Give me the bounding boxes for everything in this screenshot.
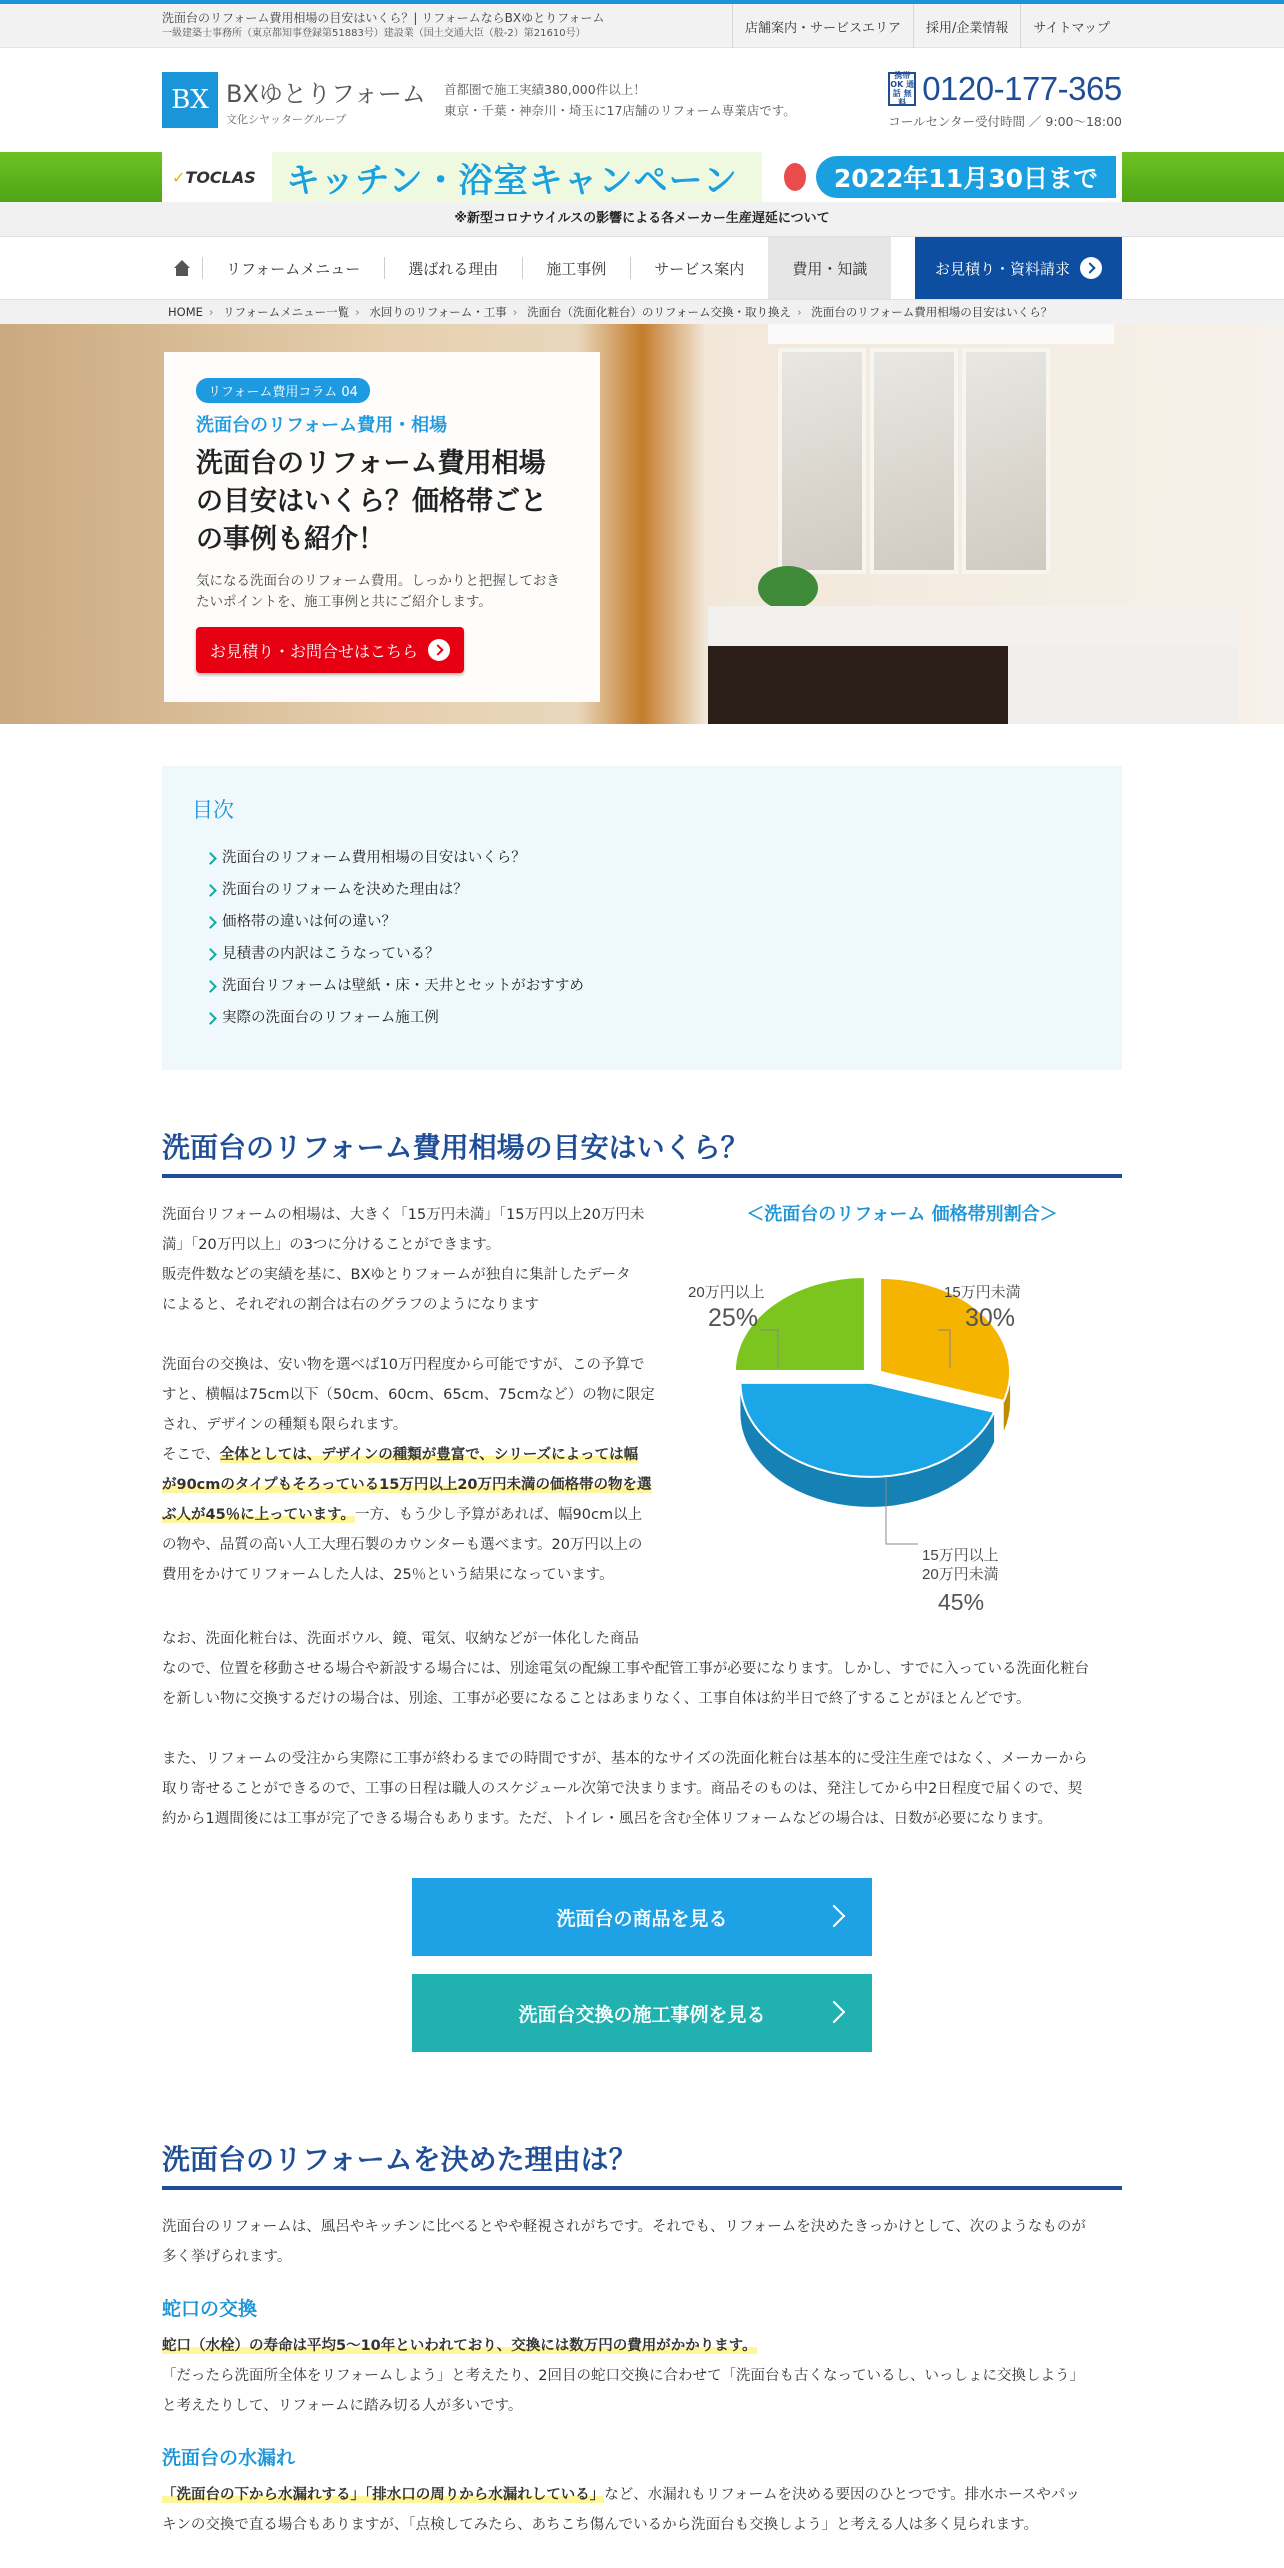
home-icon	[173, 260, 191, 276]
notice-link[interactable]: ※新型コロナウイルスの影響による各メーカー生産遅延について	[0, 202, 1284, 236]
toc-item[interactable]: 見積書の内訳はこうなっている？	[192, 938, 1092, 970]
text-line: 多く挙げられます。	[162, 2249, 292, 2265]
toclas-text: TOCLAS	[185, 167, 256, 187]
top-bar	[0, 0, 1284, 48]
logo-group: 文化シヤッターグループ	[226, 112, 347, 126]
label-under-15: 15万円未満	[944, 1284, 1021, 1301]
site-header	[0, 48, 1284, 152]
pie-svg	[682, 1226, 1122, 1616]
arrow-right-icon	[428, 639, 450, 661]
text-line: など、水漏れもリフォームを決める要因のひとつです。排水ホースやパッ	[604, 2487, 1080, 2503]
text-line: の物や、品質の高い人工大理石製のカウンターも選べます。20万円以上の	[162, 1537, 643, 1553]
highlight-text: 「洗面台の下から水漏れする」「排水口の周りから水漏れしている」	[162, 2487, 605, 2503]
price-pie-chart	[682, 1200, 1122, 1620]
breadcrumb-menu[interactable]: リフォームメニュー一覧	[223, 305, 350, 319]
site-meta	[162, 4, 605, 48]
top-links	[732, 4, 1122, 48]
hero	[0, 324, 1284, 724]
campaign-banner[interactable]	[0, 152, 1284, 202]
view-products-button[interactable]: 洗面台の商品を見る	[412, 1878, 872, 1956]
text-line: と考えたりして、リフォームに踏み切る人が多いです。	[162, 2398, 523, 2414]
breadcrumb: HOME › リフォームメニュー一覧 › 水回りのリフォーム・工事 › 洗面台（洗面化粧台）のリフォーム交換・取り換え › 洗面台のリフォーム費用相場の目安はいくら？	[0, 300, 1284, 324]
text-line: 洗面台の交換は、安い物を選べば10万円程度から可能ですが、この予算で	[162, 1357, 645, 1373]
subheading-faucet: 蛇口の交換	[162, 2298, 258, 2320]
text-line: 約から1週間後には工事が完了できる場合もあります。ただ、トイレ・風呂を含む全体リフォームなどの場合は、日数が必要になります。	[162, 1811, 1052, 1827]
text-line: 洗面台リフォームの相場は、大きく「15万円未満」「15万円以上20万円未	[162, 1207, 645, 1223]
text-line: 取り寄せることができるので、工事の日程は職人のスケジュール次第で決まります。商品そのものは、発注してから中2日程度で届くので、契	[162, 1781, 1083, 1797]
balloon-icon	[784, 163, 806, 191]
highlight-text: 全体としては、デザインの種類が豊富で、シリーズによっては幅	[219, 1447, 639, 1463]
highlight-text: 蛇口（水栓）の寿命は平均5～10年といわれており、交換には数万円の費用がかかります。	[162, 2338, 757, 2354]
license-text: 一級建築士事務所（東京都知事登録第51883号）建設業（国土交通大臣（般-2）第21610号）	[162, 28, 586, 39]
text-line: 「だったら洗面所全体をリフォームしよう」と考えたり、2回目の蛇口交換に合わせて「洗面台も古くなっているし、いっしょに交換しよう」	[162, 2368, 1084, 2384]
text-line: なので、位置を移動させる場合や新設する場合には、別途電気の配線工事や配管工事が必要になります。しかし、すでに入っている洗面化粧台	[162, 1661, 1089, 1677]
toc-title: 目次	[192, 798, 234, 822]
toclas-logo: ✓TOCLAS	[172, 167, 256, 187]
global-nav	[0, 236, 1284, 300]
breadcrumb-home[interactable]: HOME	[168, 305, 203, 319]
text-line: 一方、もう少し予算があれば、幅90cm以上	[355, 1507, 643, 1523]
text-line: また、リフォームの受注から実際に工事が終わるまでの時間ですが、基本的なサイズの洗面化粧台は基本的に受注生産ではなく、メーカーから	[162, 1751, 1088, 1767]
nav-reasons[interactable]: 選ばれる理由	[384, 237, 522, 299]
breadcrumb-water[interactable]: 水回りのリフォーム・工事	[369, 305, 507, 319]
text-line: すと、横幅は75cm以下（50cm、60cm、65cm、75cmなど）の物に限定	[162, 1387, 655, 1403]
chart-title: ＜洗面台のリフォーム 価格帯別割合＞	[746, 1204, 1058, 1225]
tagline-line-2: 東京・千葉・神奈川・埼玉に17店舗のリフォーム専業店です。	[444, 103, 796, 118]
toc-item[interactable]: 洗面台のリフォームを決めた理由は？	[192, 874, 1092, 906]
toc-item[interactable]: 実際の洗面台のリフォーム施工例	[192, 1002, 1092, 1034]
free-call-badge: 携帯OK 通話 無料	[888, 72, 916, 106]
value-under-15: 30%	[965, 1304, 1016, 1332]
plant-image	[758, 566, 818, 610]
section-reasons	[162, 2138, 1122, 2540]
view-cases-button[interactable]: 洗面台交換の施工事例を見る	[412, 1974, 872, 2052]
highlight-text: ぶ人が45％に上っています。	[162, 1507, 356, 1523]
hero-contact-label: お見積り・お問合せはこちら	[210, 641, 419, 661]
logo-mark: BX	[162, 72, 218, 128]
logo-name: BXゆとりフォーム	[226, 79, 426, 108]
text-line: され、デザインの種類も限られます。	[162, 1417, 408, 1433]
nav-cost-knowledge[interactable]: 費用・知識	[768, 237, 891, 299]
value-15-20: 45%	[938, 1589, 985, 1615]
nav-quote-label: お見積り・資料請求	[934, 259, 1070, 278]
nav-cases[interactable]: 施工事例	[522, 237, 630, 299]
section-cost	[162, 1126, 1122, 2052]
text-line: を新しい物に交換するだけの場合は、別途、工事が必要になることはあまりなく、工事自体は約半日で終了することがほとんどです。	[162, 1691, 1031, 1707]
recruit-link[interactable]: 採用/企業情報	[913, 4, 1020, 48]
subheading-leak: 洗面台の水漏れ	[162, 2447, 296, 2469]
section-heading-reasons: 洗面台のリフォームを決めた理由は？	[162, 2138, 1122, 2190]
phone-hours: コールセンター受付時間 ／ 9:00～18:00	[888, 114, 1122, 129]
toc-item[interactable]: 価格帯の違いは何の違い？	[192, 906, 1092, 938]
highlight-text: が90cmのタイプもそろっている15万円以上20万円未満の価格帯の物を選	[162, 1477, 652, 1493]
tagline	[444, 79, 888, 121]
toc-item[interactable]: 洗面台のリフォーム費用相場の目安はいくら？	[192, 842, 1092, 874]
column-badge: リフォーム費用コラム 04	[196, 378, 370, 403]
store-info-link[interactable]: 店舗案内・サービスエリア	[732, 4, 913, 48]
text-line: 費用をかけてリフォームした人は、25％という結果になっています。	[162, 1567, 614, 1583]
text-line: 販売件数などの実績を基に、BXゆとりフォームが独自に集計したデータ	[162, 1267, 631, 1283]
hero-description: 気になる洗面台のリフォーム費用。しっかりと把握しておきたいポイントを、施工事例と共にご紹介します。	[196, 573, 560, 610]
hero-title: 洗面台のリフォーム費用相場の目安はいくら？価格帯ごとの事例も紹介！	[196, 448, 547, 555]
phone-number[interactable]: 0120-177-365	[922, 70, 1122, 107]
text-line: 満」「20万円以上」の3つに分けることができます。	[162, 1237, 501, 1253]
text-line: なお、洗面化粧台は、洗面ボウル、鏡、電気、収納などが一体化した商品	[162, 1631, 639, 1647]
label-15-20-line1: 15万円以上	[922, 1547, 999, 1564]
campaign-title: キッチン・浴室キャンペーン	[286, 160, 738, 201]
text-line: によると、それぞれの割合は右のグラフのようになります	[162, 1297, 539, 1313]
breadcrumb-washbasin[interactable]: 洗面台（洗面化粧台）のリフォーム交換・取り換え	[527, 305, 791, 319]
tagline-line-1: 首都圏で施工実績380,000件以上！	[444, 82, 646, 97]
phone-block	[888, 70, 1122, 130]
hero-contact-button[interactable]	[196, 627, 464, 673]
arrow-right-icon	[1080, 257, 1102, 279]
value-over-20: 25%	[708, 1304, 759, 1332]
nav-reform-menu[interactable]: リフォームメニュー	[202, 237, 384, 299]
breadcrumb-current: 洗面台のリフォーム費用相場の目安はいくら？	[811, 305, 1053, 319]
table-of-contents	[162, 766, 1122, 1070]
text-line: 洗面台のリフォームは、風呂やキッチンに比べるとやや軽視されがちです。それでも、リフォームを決めたきっかけとして、次のようなものが	[162, 2219, 1086, 2235]
label-over-20: 20万円以上	[688, 1284, 765, 1301]
hero-subtitle: 洗面台のリフォーム費用・相場	[196, 415, 448, 436]
nav-quote-button[interactable]	[915, 237, 1122, 299]
hero-card	[164, 352, 600, 702]
label-15-20-line2: 20万円未満	[922, 1566, 999, 1583]
toc-item[interactable]: 洗面台リフォームは壁紙・床・天井とセットがおすすめ	[192, 970, 1092, 1002]
campaign-date: 2022年11月30日まで	[816, 156, 1116, 198]
sitemap-link[interactable]: サイトマップ	[1020, 4, 1122, 48]
text-line: そこで、	[162, 1447, 220, 1463]
nav-services[interactable]: サービス案内	[630, 237, 768, 299]
section-heading-cost: 洗面台のリフォーム費用相場の目安はいくら？	[162, 1126, 1122, 1178]
nav-home[interactable]	[162, 237, 202, 299]
page-title-text: 洗面台のリフォーム費用相場の目安はいくら？| リフォームならBXゆとりフォーム	[162, 11, 605, 25]
text-line: キンの交換で直る場合もありますが、「点検してみたら、あちこち傷んでいるから洗面台も交換しよう」と考える人は多く見られます。	[162, 2517, 1038, 2533]
site-logo[interactable]	[162, 72, 444, 128]
